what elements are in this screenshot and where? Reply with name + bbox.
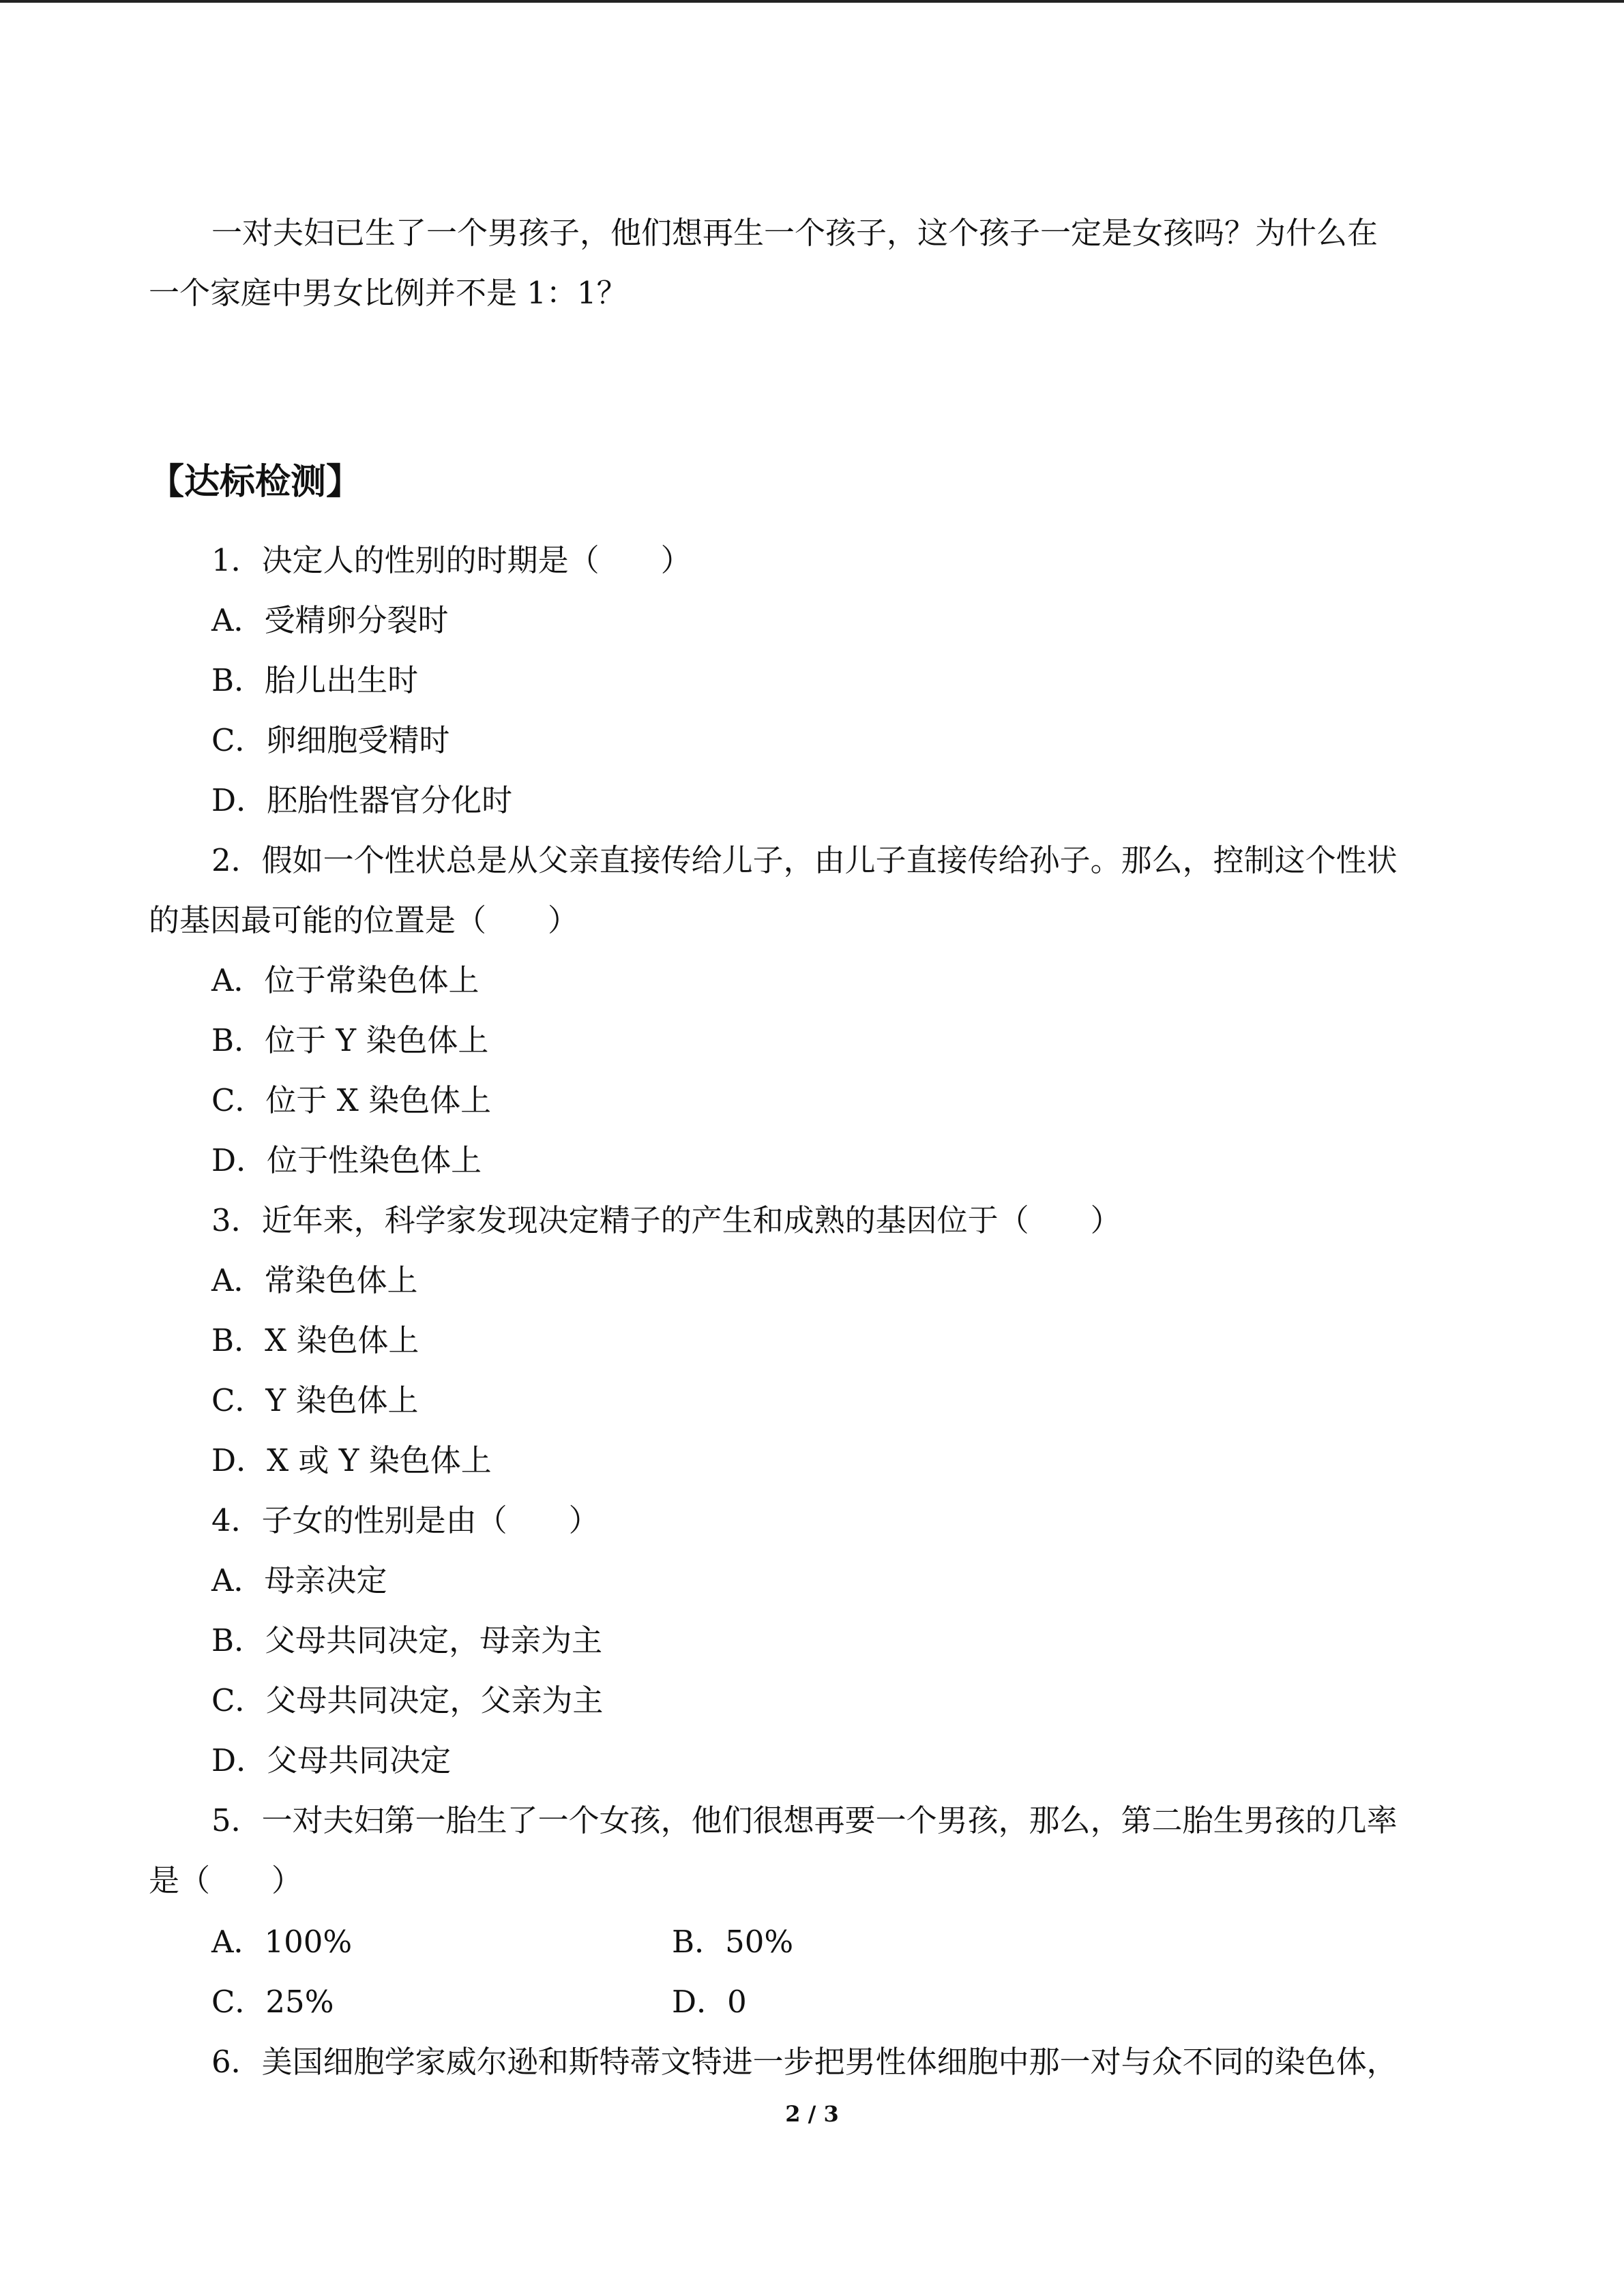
question-5-stem-cont: 是（ ） <box>149 1862 303 1898</box>
question-2-stem: 2．假如一个性状总是从父亲直接传给儿子，由儿子直接传给孙子。那么，控制这个性状 <box>211 842 1398 878</box>
question-1-option-c: C．卵细胞受精时 <box>211 722 450 758</box>
question-1-option-a: A．受精卵分裂时 <box>211 602 449 638</box>
question-1-option-d: D．胚胎性器官分化时 <box>211 782 513 818</box>
question-3-option-b: B．X 染色体上 <box>211 1322 419 1358</box>
question-4-option-b: B．父母共同决定，母亲为主 <box>211 1622 603 1658</box>
section-title: 【达标检测】 <box>149 462 362 503</box>
question-2-stem-cont: 的基因最可能的位置是（ ） <box>149 902 579 938</box>
intro-text-line-2: 一个家庭中男女比例并不是 1：1？ <box>149 275 628 311</box>
question-3-option-a: A．常染色体上 <box>211 1262 418 1298</box>
question-5-option-d: D．0 <box>672 1984 747 2020</box>
question-5-stem: 5．一对夫妇第一胎生了一个女孩，他们很想再要一个男孩，那么，第二胎生男孩的几率 <box>211 1802 1398 1838</box>
question-5-option-c: C．25% <box>211 1984 334 2020</box>
question-1-option-b: B．胎儿出生时 <box>211 662 419 698</box>
top-border <box>0 0 1624 3</box>
intro-text-line-1: 一对夫妇已生了一个男孩子，他们想再生一个孩子，这个孩子一定是女孩吗？为什么在 <box>211 215 1378 251</box>
page-number: 2 / 3 <box>785 2101 839 2127</box>
question-3-stem: 3．近年来，科学家发现决定精子的产生和成熟的基因位于（ ） <box>211 1202 1121 1238</box>
question-2-option-a: A．位于常染色体上 <box>211 962 479 998</box>
question-5-option-a: A．100% <box>211 1924 353 1960</box>
question-3-option-c: C．Y 染色体上 <box>211 1382 419 1418</box>
question-4-option-a: A．母亲决定 <box>211 1562 387 1598</box>
question-2-option-d: D．位于性染色体上 <box>211 1142 482 1178</box>
question-4-option-d: D．父母共同决定 <box>211 1742 452 1778</box>
question-4-stem: 4．子女的性别是由（ ） <box>211 1502 600 1538</box>
question-2-option-b: B．位于 Y 染色体上 <box>211 1022 489 1058</box>
question-6-stem: 6．美国细胞学家威尔逊和斯特蒂文特进一步把男性体细胞中那一对与众不同的染色体， <box>211 2044 1398 2080</box>
question-2-option-c: C．位于 X 染色体上 <box>211 1082 492 1118</box>
question-5-option-b: B．50% <box>672 1924 794 1960</box>
question-4-option-c: C．父母共同决定，父亲为主 <box>211 1682 604 1718</box>
question-3-option-d: D．X 或 Y 染色体上 <box>211 1442 492 1478</box>
question-1-stem: 1．决定人的性别的时期是（ ） <box>211 542 692 578</box>
